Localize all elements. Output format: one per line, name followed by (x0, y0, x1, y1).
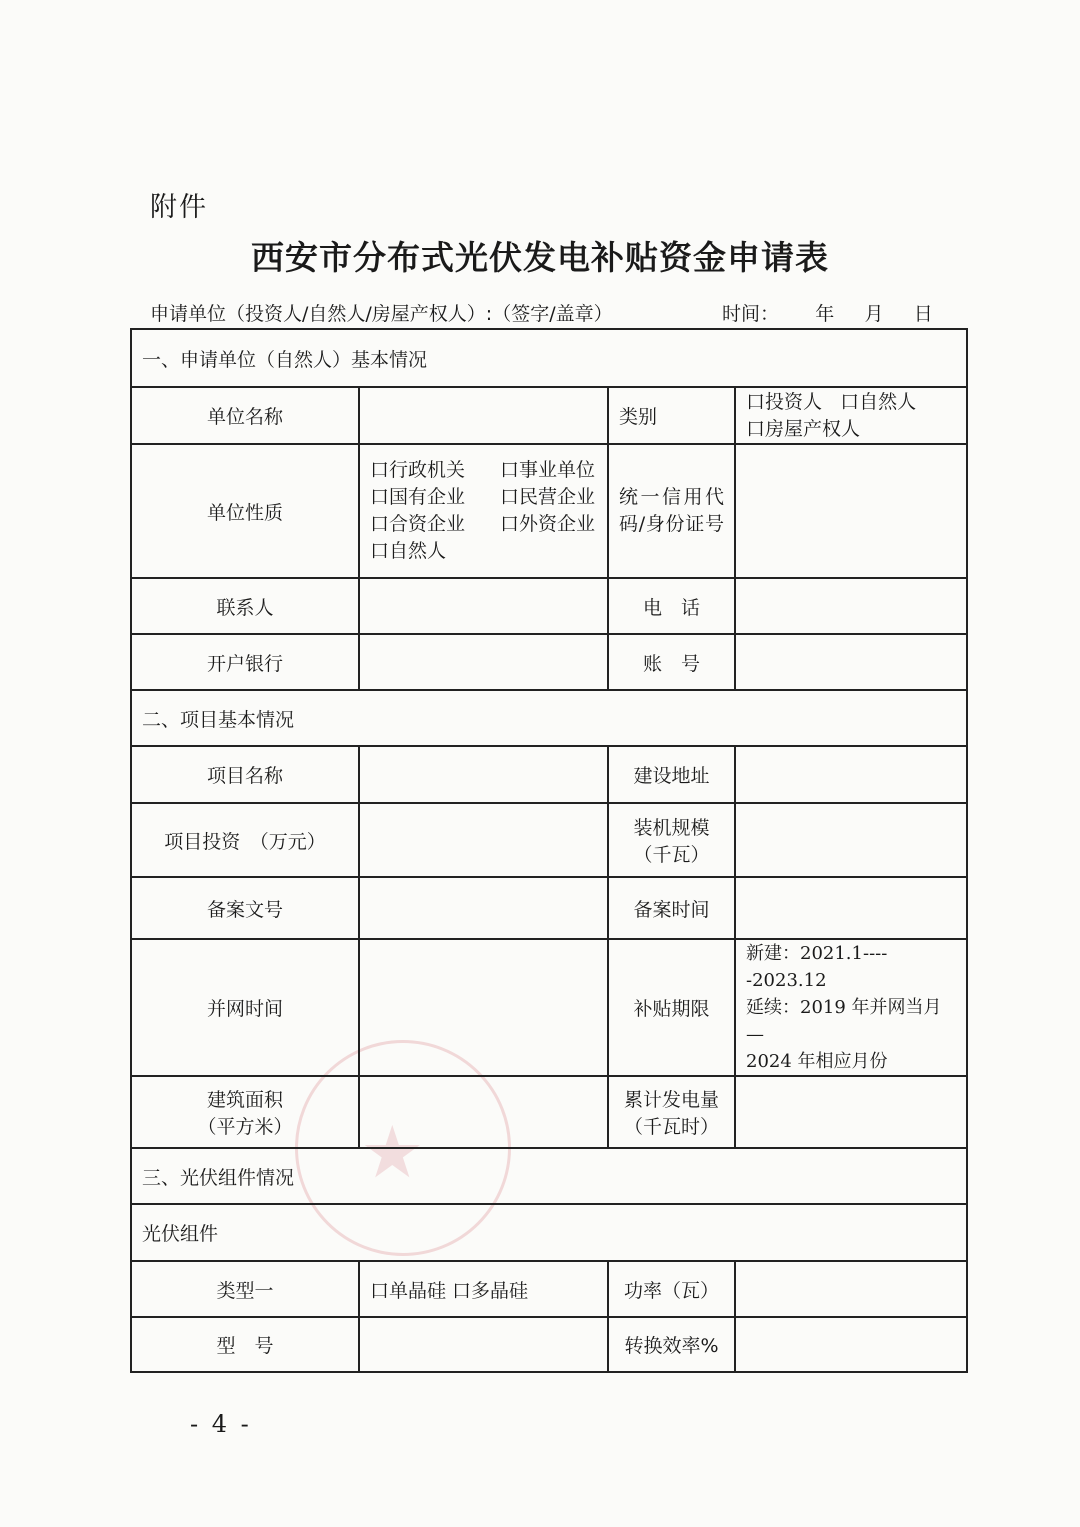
section2-header-row (131, 690, 967, 746)
capacity-label-line2: （千瓦） (633, 844, 710, 866)
build-address-field[interactable] (735, 746, 967, 803)
section2-title: 二、项目基本情况 (131, 690, 967, 746)
nature-option[interactable]: 口自然人 (370, 540, 447, 562)
filing-no-label: 备案文号 (131, 877, 359, 939)
type-row (131, 1261, 967, 1317)
section1-header-row (131, 329, 967, 387)
efficiency-label: 转换效率% (608, 1317, 735, 1372)
bank-row (131, 634, 967, 690)
capacity-field[interactable] (735, 803, 967, 877)
power-field[interactable] (735, 1261, 967, 1317)
area-label (131, 1076, 359, 1148)
contact-label: 联系人 (131, 578, 359, 634)
project-name-label: 项目名称 (131, 746, 359, 803)
grid-time-label: 并网时间 (131, 939, 359, 1076)
category-option-investor[interactable]: 口投资人 (746, 390, 823, 413)
nature-option[interactable]: 口国有企业 (370, 486, 466, 508)
contact-row (131, 578, 967, 634)
filing-row (131, 877, 967, 939)
nature-option[interactable]: 口行政机关 (370, 459, 466, 481)
module-row (131, 1204, 967, 1261)
section3-title: 三、光伏组件情况 (131, 1148, 967, 1204)
type1-label: 类型一 (131, 1261, 359, 1317)
period-continue-line2: 2024 年相应月份 (746, 1051, 888, 1072)
efficiency-field[interactable] (735, 1317, 967, 1372)
time-line (722, 299, 933, 326)
energy-label-line1: 累计发电量 (623, 1089, 719, 1111)
credit-code-label: 统一信用代码/身份证号 (608, 444, 735, 578)
build-address-label: 建设地址 (608, 746, 735, 803)
power-label: 功率（瓦） (608, 1261, 735, 1317)
unit-nature-row (131, 444, 967, 578)
form-title: 西安市分布式光伏发电补贴资金申请表 (251, 238, 829, 277)
contact-field[interactable] (359, 578, 608, 634)
credit-code-field[interactable] (735, 444, 967, 578)
grid-time-row (131, 939, 967, 1076)
filing-time-field[interactable] (735, 877, 967, 939)
subsidy-period-label: 补贴期限 (608, 939, 735, 1076)
bank-label: 开户银行 (131, 634, 359, 690)
model-field[interactable] (359, 1317, 608, 1372)
unit-nature-options[interactable] (359, 444, 608, 578)
project-name-row (131, 746, 967, 803)
seal-star-icon: ★ (360, 1110, 425, 1194)
subsidy-period-value (735, 939, 967, 1076)
day-label: 日 (913, 303, 933, 325)
category-option-property-owner[interactable]: 口房屋产权人 (746, 417, 861, 440)
nature-option[interactable]: 口民营企业 (500, 486, 596, 508)
capacity-label (608, 803, 735, 877)
attachment-label: 附件 (150, 192, 208, 223)
energy-field[interactable] (735, 1076, 967, 1148)
area-field[interactable] (359, 1076, 608, 1148)
unit-name-label: 单位名称 (131, 387, 359, 444)
applicant-line: 申请单位（投资人/自然人/房屋产权人）:（签字/盖章） (150, 303, 613, 325)
category-option-natural-person[interactable]: 口自然人 (840, 390, 917, 413)
category-label: 类别 (608, 387, 735, 444)
section3-header-row (131, 1148, 967, 1204)
module-label: 光伏组件 (131, 1204, 967, 1261)
filing-time-label: 备案时间 (608, 877, 735, 939)
page-number: - 4 - (190, 1410, 252, 1438)
nature-option[interactable]: 口事业单位 (500, 459, 596, 481)
unit-nature-label: 单位性质 (131, 444, 359, 578)
bank-field[interactable] (359, 634, 608, 690)
model-label: 型 号 (131, 1317, 359, 1372)
grid-time-field[interactable] (359, 939, 608, 1076)
unit-name-field[interactable] (359, 387, 608, 444)
investment-row (131, 803, 967, 877)
unit-name-row (131, 387, 967, 444)
nature-option[interactable]: 口合资企业 (370, 513, 466, 535)
nature-option[interactable]: 口外资企业 (500, 513, 596, 535)
time-label: 时间： (722, 303, 780, 325)
capacity-label-line1: 装机规模 (633, 817, 710, 839)
model-row (131, 1317, 967, 1372)
area-label-line1: 建筑面积 (206, 1089, 283, 1111)
area-row (131, 1076, 967, 1148)
investment-field[interactable] (359, 803, 608, 877)
section1-title: 一、申请单位（自然人）基本情况 (131, 329, 967, 387)
category-options[interactable] (735, 387, 967, 444)
phone-field[interactable] (735, 578, 967, 634)
application-form-table (130, 328, 968, 1373)
period-continue-line1: 延续：2019 年并网当月— (746, 997, 942, 1045)
account-label: 账 号 (608, 634, 735, 690)
energy-label (608, 1076, 735, 1148)
year-label: 年 (815, 303, 835, 325)
energy-label-line2: （千瓦时） (623, 1116, 719, 1138)
filing-no-field[interactable] (359, 877, 608, 939)
period-new: 新建：2021.1-----2023.12 (746, 943, 888, 991)
project-name-field[interactable] (359, 746, 608, 803)
investment-label: 项目投资 （万元） (131, 803, 359, 877)
phone-label: 电 话 (608, 578, 735, 634)
type1-options[interactable]: 口单晶硅 口多晶硅 (359, 1261, 608, 1317)
area-label-line2: （平方米） (197, 1116, 293, 1138)
month-label: 月 (864, 303, 884, 325)
account-field[interactable] (735, 634, 967, 690)
